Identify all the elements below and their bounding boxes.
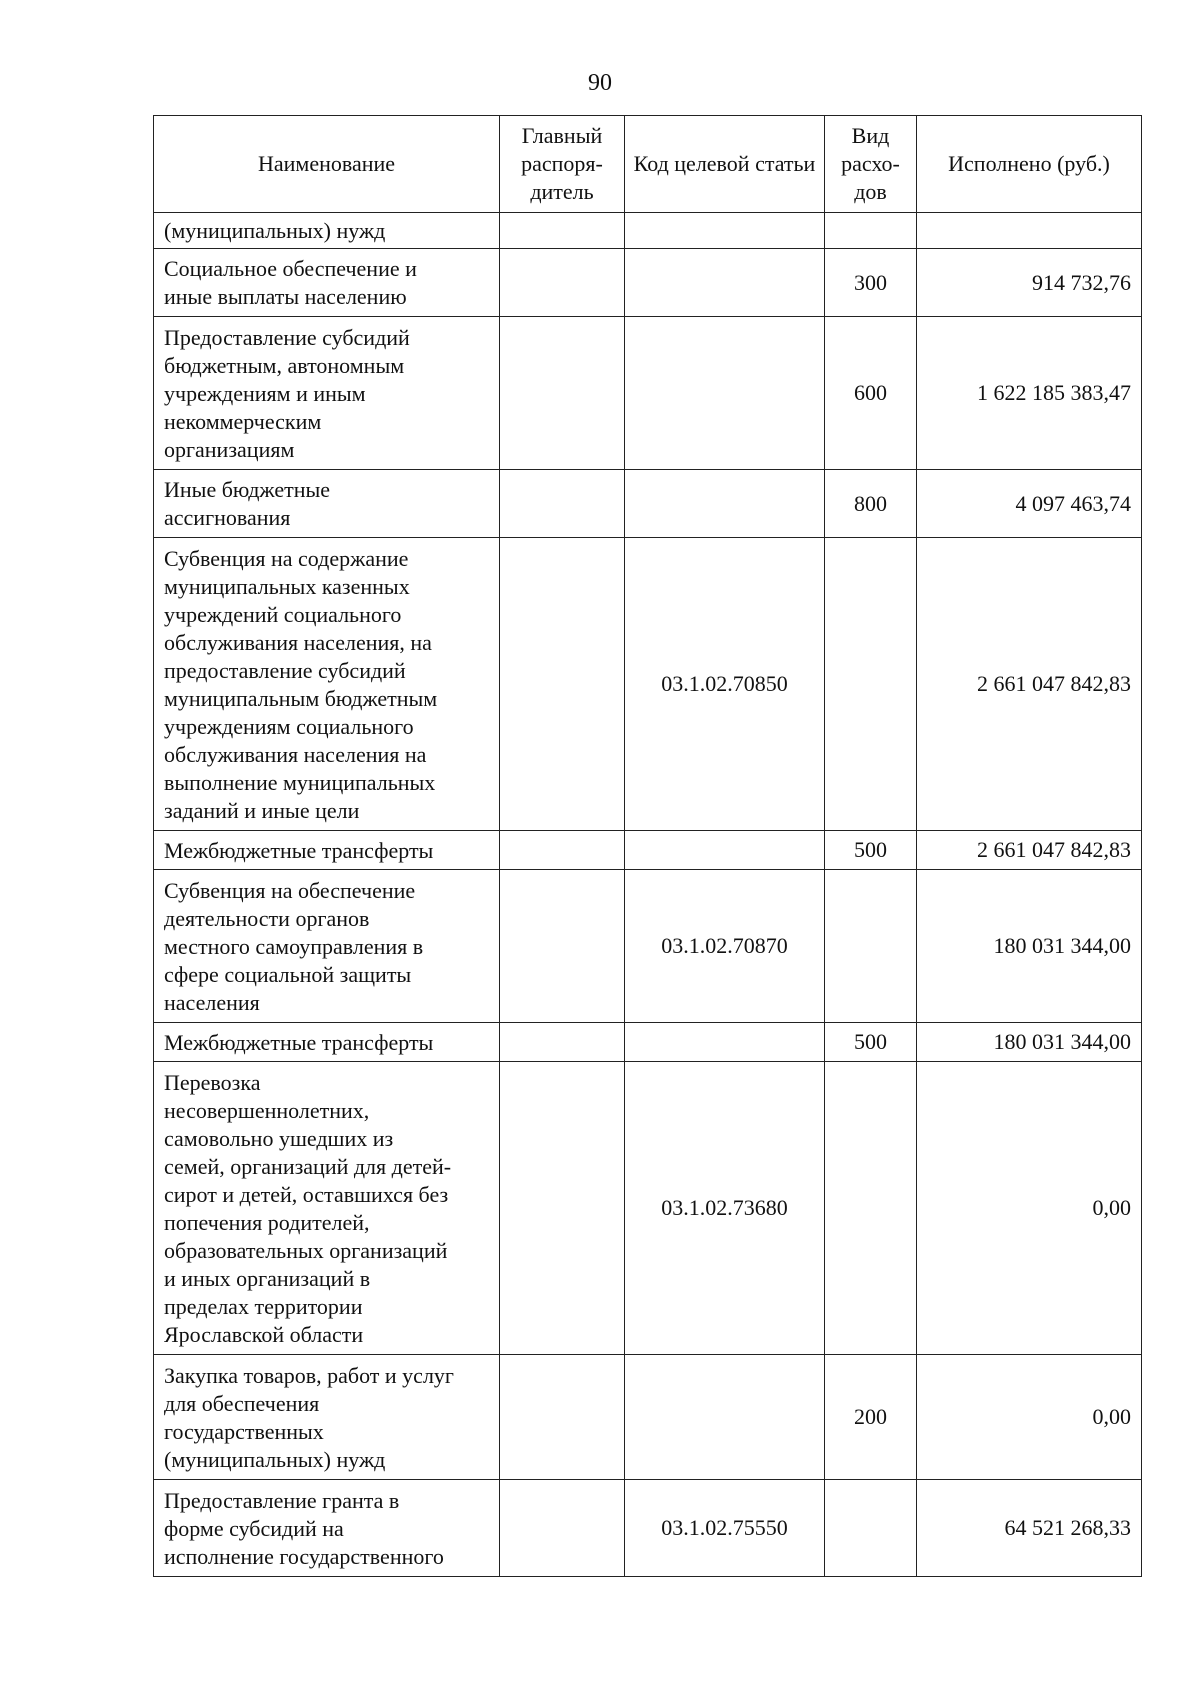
table-row <box>154 538 1142 831</box>
row-name: Субвенция на содержание муниципальных казенных учреждений социального обслуживания населения, на предоставление субсидий муниципальным бюджетным учреждениям социального обслуживания населения на выполнение муниципальных заданий и иные цели <box>154 538 500 831</box>
row-glavny <box>500 870 625 1023</box>
page-number: 90 <box>588 70 612 96</box>
row-vid: 500 <box>825 831 917 870</box>
row-vid <box>825 538 917 831</box>
row-code <box>625 470 825 538</box>
row-vid: 500 <box>825 1023 917 1062</box>
header-ispolneno: Исполнено (руб.) <box>917 116 1142 213</box>
row-code <box>625 249 825 317</box>
row-name: Закупка товаров, работ и услуг для обеспечения государственных (муниципальных) нужд <box>154 1355 500 1480</box>
row-name: Социальное обеспечение и иные выплаты населению <box>154 249 500 317</box>
header-vid-rashodov: Вид расхо-дов <box>825 116 917 213</box>
row-name: Предоставление гранта в форме субсидий на исполнение государственного <box>154 1480 500 1577</box>
row-code <box>625 1355 825 1480</box>
row-code <box>625 1023 825 1062</box>
row-glavny <box>500 1023 625 1062</box>
header-name: Наименование <box>154 116 500 213</box>
row-glavny <box>500 1480 625 1577</box>
row-sum: 914 732,76 <box>917 249 1142 317</box>
table-row <box>154 1355 1142 1480</box>
row-code: 03.1.02.70850 <box>625 538 825 831</box>
row-glavny <box>500 249 625 317</box>
table-row <box>154 470 1142 538</box>
row-code: 03.1.02.70870 <box>625 870 825 1023</box>
table-header <box>154 116 1142 213</box>
row-name: Перевозка несовершеннолетних, самовольно ушедших из семей, организаций для детей- сирот и детей, оставшихся без попечения родителей, образовательных организаций и иных организаций в пределах территории Ярославской области <box>154 1062 500 1355</box>
row-sum: 180 031 344,00 <box>917 1023 1142 1062</box>
row-sum: 0,00 <box>917 1355 1142 1480</box>
row-sum: 4 097 463,74 <box>917 470 1142 538</box>
row-name: Межбюджетные трансферты <box>154 831 500 870</box>
row-glavny <box>500 538 625 831</box>
row-code <box>625 831 825 870</box>
row-glavny <box>500 213 625 249</box>
row-name: Субвенция на обеспечение деятельности органов местного самоуправления в сфере социальной защиты населения <box>154 870 500 1023</box>
row-sum: 2 661 047 842,83 <box>917 831 1142 870</box>
row-glavny <box>500 1355 625 1480</box>
row-sum: 0,00 <box>917 1062 1142 1355</box>
header-glavny-rasporyaditel: Главный распоря-дитель <box>500 116 625 213</box>
row-vid: 300 <box>825 249 917 317</box>
row-sum: 180 031 344,00 <box>917 870 1142 1023</box>
budget-table <box>153 115 1142 1577</box>
table-row <box>154 317 1142 470</box>
row-sum: 1 622 185 383,47 <box>917 317 1142 470</box>
row-vid <box>825 870 917 1023</box>
table-row <box>154 249 1142 317</box>
table-row <box>154 1062 1142 1355</box>
row-code: 03.1.02.75550 <box>625 1480 825 1577</box>
table-row <box>154 870 1142 1023</box>
row-name: Иные бюджетные ассигнования <box>154 470 500 538</box>
row-code: 03.1.02.73680 <box>625 1062 825 1355</box>
row-vid: 800 <box>825 470 917 538</box>
row-code <box>625 213 825 249</box>
header-kod-tselevoy-stati: Код целевой статьи <box>625 116 825 213</box>
row-name: (муниципальных) нужд <box>154 213 500 249</box>
row-name: Предоставление субсидий бюджетным, автономным учреждениям и иным некоммерческим организациям <box>154 317 500 470</box>
row-vid <box>825 1062 917 1355</box>
table-row <box>154 831 1142 870</box>
table-row <box>154 213 1142 249</box>
row-vid: 600 <box>825 317 917 470</box>
row-sum: 2 661 047 842,83 <box>917 538 1142 831</box>
row-glavny <box>500 831 625 870</box>
row-vid <box>825 213 917 249</box>
row-sum: 64 521 268,33 <box>917 1480 1142 1577</box>
row-name: Межбюджетные трансферты <box>154 1023 500 1062</box>
row-glavny <box>500 317 625 470</box>
row-vid: 200 <box>825 1355 917 1480</box>
table-row <box>154 1023 1142 1062</box>
table-row <box>154 1480 1142 1577</box>
row-glavny <box>500 470 625 538</box>
row-sum <box>917 213 1142 249</box>
row-glavny <box>500 1062 625 1355</box>
row-code <box>625 317 825 470</box>
table-body <box>154 213 1142 1577</box>
row-vid <box>825 1480 917 1577</box>
header-row <box>154 116 1142 213</box>
